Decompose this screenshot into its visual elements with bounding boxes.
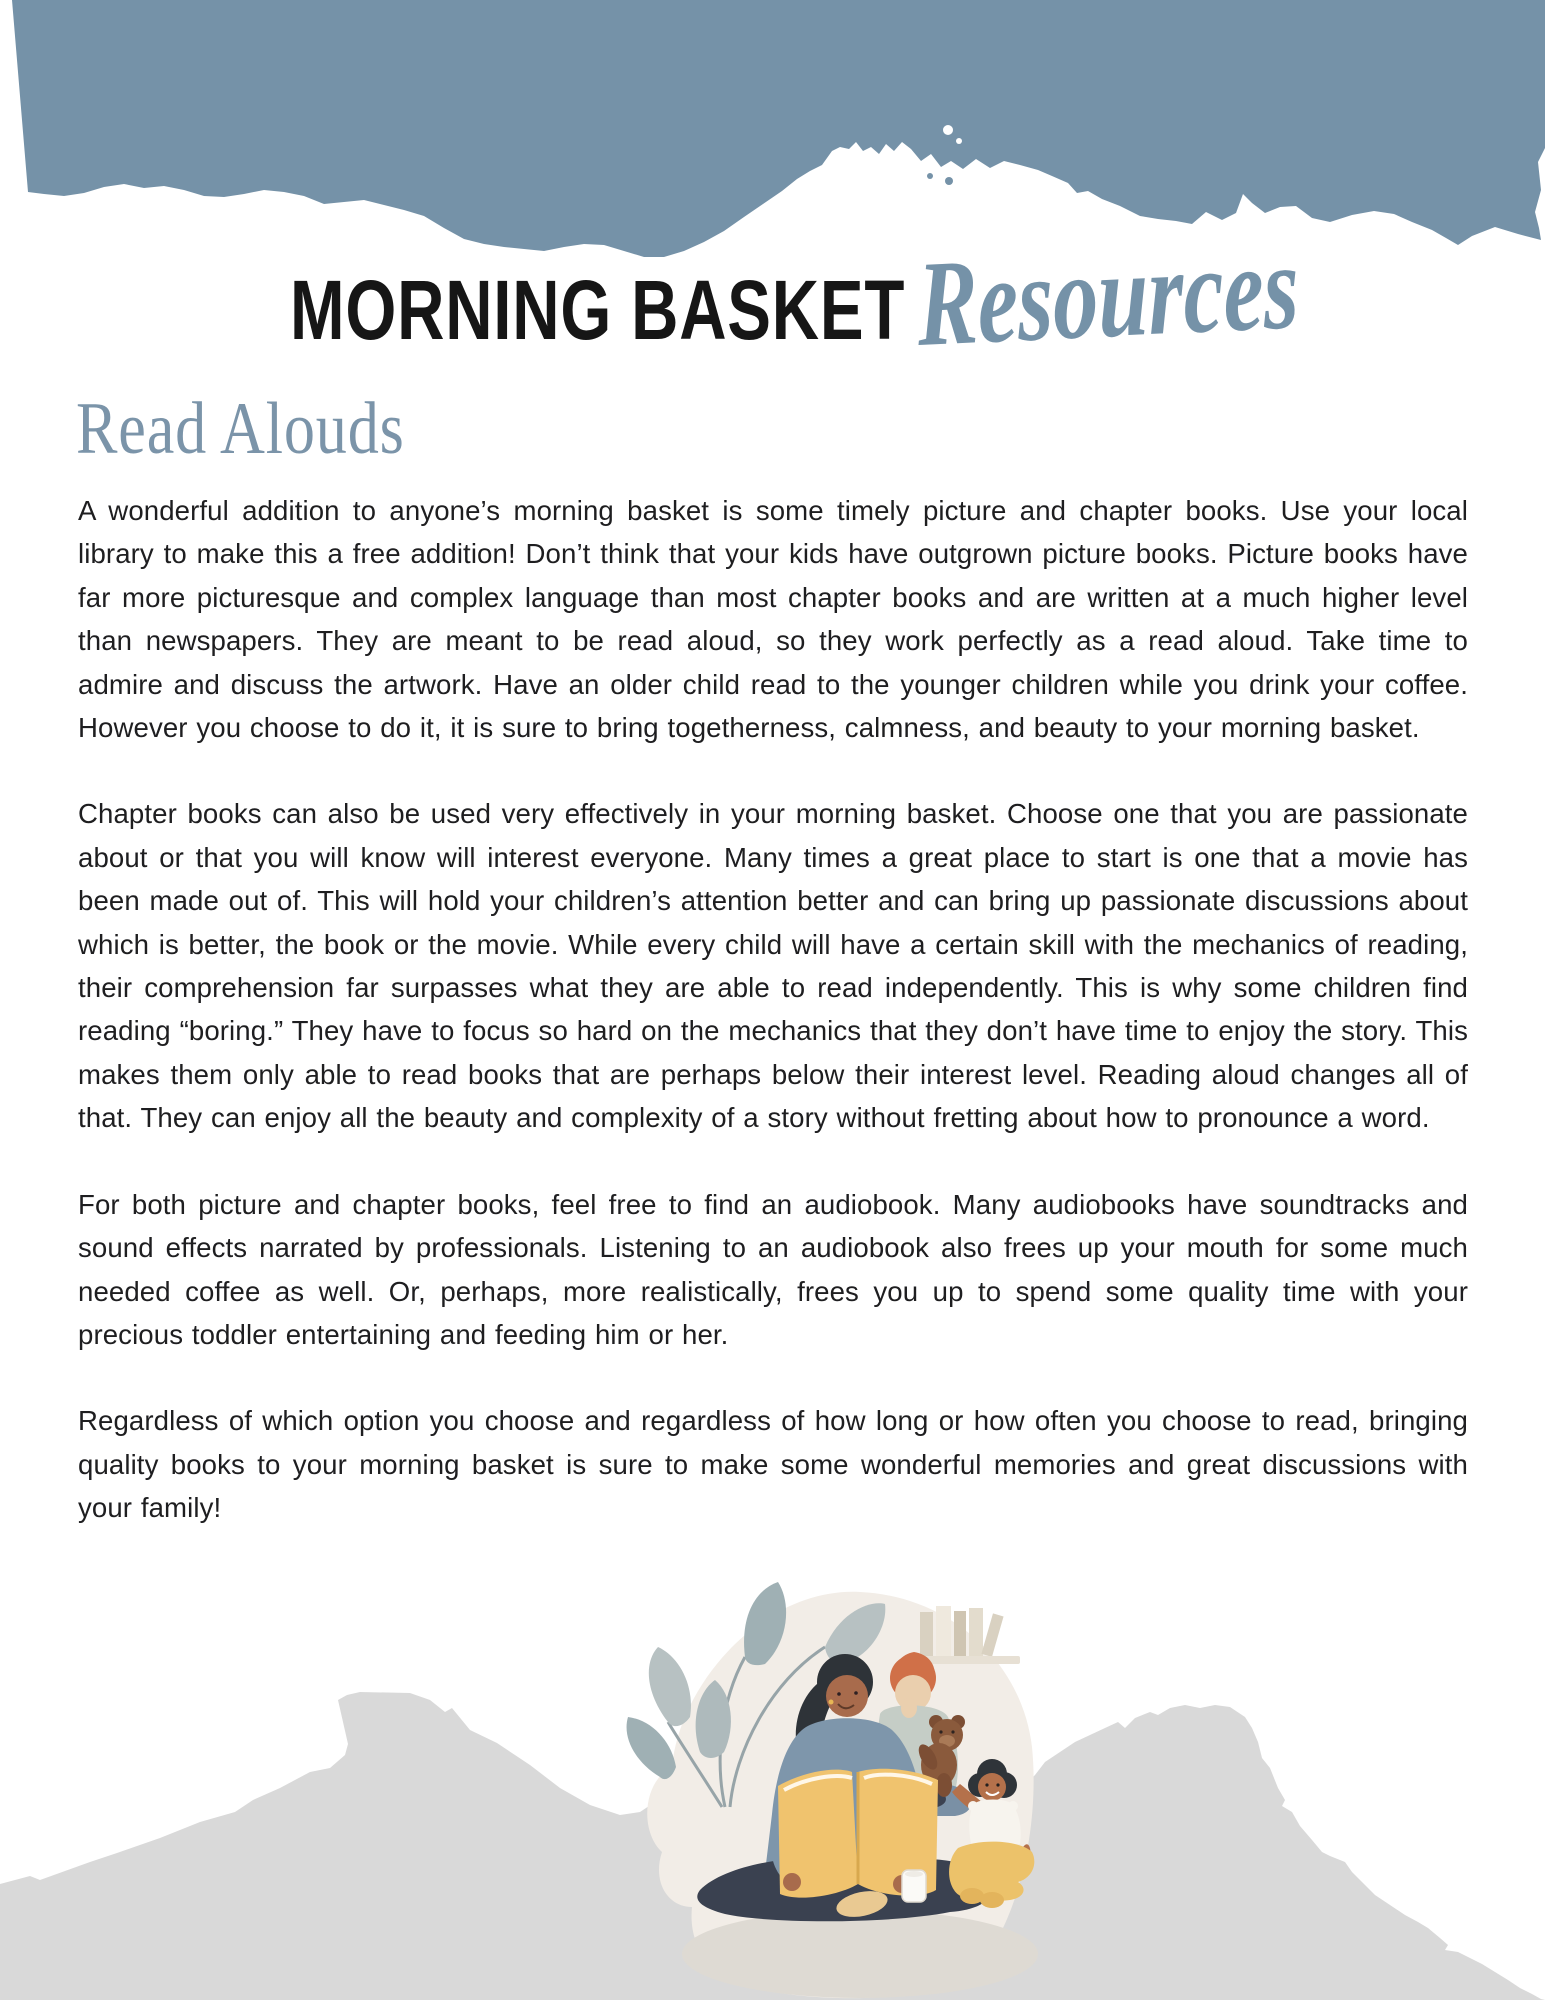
floor-shadow [682,1910,1038,1998]
paragraph-read-alouds-1: A wonderful addition to anyone’s morning basket is some timely picture and chapter books. Use your local library to make this a free addition! Don’t think that your kids have outgrown picture books. Picture books have far more picturesque and complex language than most chapter books and are written at a much higher level than newspapers. They are meant to be read aloud, so they work perfectly as a read aloud. Take time to admire and discuss the artwork. Have an older child read to the younger children while you drink your coffee. However you choose to do it, it is sure to bring togetherness, calmness, and beauty to your morning basket. [78,495,1468,744]
section-heading: Read Alouds [76,388,405,470]
page-title-script: Resources [915,219,1301,372]
paragraph-read-alouds-4: Regardless of which option you choose and regardless of how long or how often you choose to read, bringing quality books to your morning basket is sure to make some wonderful memories and great discussions with your family! [78,1405,1468,1524]
paragraph-read-alouds-2: Chapter books can also be used very effectively in your morning basket. Choose one that you are passionate about or that you will know will interest everyone. Many times a great place to start is one that a movie has been made out of. This will hold your children’s attention better and can bring up passionate discussions about which is better, the book or the movie. While every child will have a certain skill with the mechanics of reading, their comprehension far surpasses what they are able to read independently. This is why some children find reading “boring.” They have to focus so hard on the mechanics that they don’t have time to enjoy the story. This makes them only able to read books that are perhaps below their interest level. Reading aloud changes all of that. They can enjoy all the beauty and complexity of a story without fretting about how to pronounce a word. [78,798,1468,1134]
paragraph-read-alouds-3: For both picture and chapter books, feel free to find an audiobook. Many audiobooks have soundtracks and sound effects narrated by professionals. Listening to an audiobook also frees up your mouth for some much needed coffee as well. Or, perhaps, more realistically, frees you up to spend some quality time with your precious toddler entertaining and feeding him or her. [78,1188,1468,1350]
header-torn-paper [0,0,1545,260]
article-body [78,489,1468,1573]
reading-illustration [540,1552,1045,2000]
page-title: MORNING BASKET [290,263,906,357]
milk-cup [902,1870,926,1902]
